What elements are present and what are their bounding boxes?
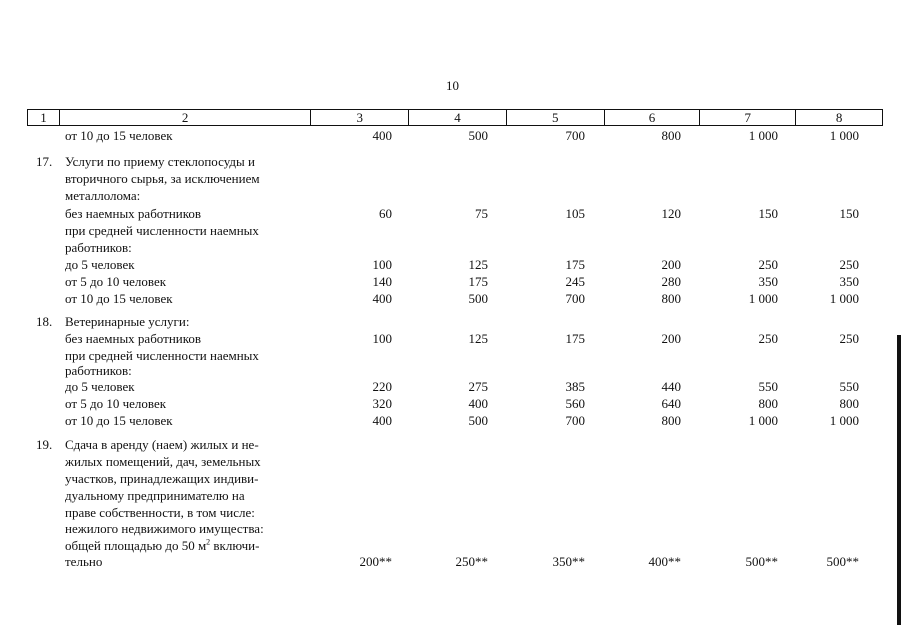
value-cell: 1 000 [748,413,778,428]
header-col-3: 3 [311,110,409,125]
value-cell: 175 [468,274,488,289]
area-line [65,537,259,554]
value-cell: 400 [372,128,392,143]
value-cell: 400** [648,554,681,569]
value-cell: 1 000 [829,128,859,143]
superscript-two: 2 [206,537,211,547]
value-cell: 400 [372,291,392,306]
row-label: без наемных работников [65,331,202,346]
text-line: работников: [65,363,132,378]
value-cell: 500** [826,554,859,569]
value-cell: 560 [565,396,585,411]
header-col-8: 8 [835,110,843,125]
value-cell: 150 [839,206,859,221]
value-cell: 800 [758,396,778,411]
header-col-7: 7 [700,110,796,125]
value-cell: 120 [661,206,681,221]
value-cell: 250 [839,257,859,272]
value-cell: 350 [758,274,778,289]
value-cell: 250** [455,554,488,569]
value-cell: 275 [468,379,488,394]
value-cell: 700 [565,128,585,143]
section-title-line: металлолома: [65,188,141,203]
value-cell: 500** [745,554,778,569]
value-cell: 440 [661,379,681,394]
scan-edge-bar [897,335,901,625]
header-col-5: 5 [507,110,605,125]
value-cell: 105 [565,206,585,221]
row-label: тельно [65,554,103,569]
value-cell: 400 [372,413,392,428]
value-cell: 150 [758,206,778,221]
section-title-line: Ветеринарные услуги: [65,314,190,329]
section-title-line: дуальному предпринимателю на [65,488,245,503]
value-cell: 500 [468,291,488,306]
value-cell: 60 [379,206,392,221]
value-cell: 245 [565,274,585,289]
row-label: до 5 человек [65,257,135,272]
section-number: 19. [36,437,53,452]
value-cell: 800 [839,396,859,411]
value-cell: 175 [565,331,585,346]
value-cell: 1 000 [829,291,859,306]
value-cell: 250 [839,331,859,346]
value-cell: 140 [372,274,392,289]
page-number: 10 [446,78,459,93]
section-title-line: праве собственности, в том числе: [65,505,255,520]
value-cell: 250 [758,257,778,272]
value-cell: 220 [372,379,392,394]
value-cell: 800 [661,291,681,306]
text-line: при средней численности наемных [65,223,259,238]
row-label: без наемных работников [65,206,202,221]
value-cell: 125 [468,257,488,272]
text-line: работников: [65,240,132,255]
value-cell: 800 [661,128,681,143]
section-title-line: жилых помещений, дач, земельных [65,454,261,469]
value-cell: 250 [758,331,778,346]
area-line-suffix: включи- [210,538,260,553]
value-cell: 500 [468,128,488,143]
value-cell: 350 [839,274,859,289]
value-cell: 125 [468,331,488,346]
row-label: от 5 до 10 человек [65,396,167,411]
value-cell: 1 000 [829,413,859,428]
value-cell: 200** [359,554,392,569]
value-cell: 1 000 [748,128,778,143]
value-cell: 500 [468,413,488,428]
header-col-1: 1 [28,110,60,125]
section-title-line: вторичного сырья, за исключением [65,171,260,186]
row-label: до 5 человек [65,379,135,394]
value-cell: 100 [372,257,392,272]
section-title-line: Услуги по приему стеклопосуды и [65,154,255,169]
row-label: от 10 до 15 человек [65,128,173,143]
value-cell: 280 [661,274,681,289]
header-col-4: 4 [409,110,507,125]
text-line: при средней численности наемных [65,348,259,363]
table-header-row [27,109,883,126]
value-cell: 200 [661,331,681,346]
value-cell: 320 [372,396,392,411]
value-cell: 400 [468,396,488,411]
section-title-line: участков, принадлежащих индиви- [65,471,259,486]
section-title-line: Сдача в аренду (наем) жилых и не- [65,437,259,452]
row-label: от 5 до 10 человек [65,274,167,289]
row-label: от 10 до 15 человек [65,291,173,306]
value-cell: 550 [839,379,859,394]
value-cell: 700 [565,291,585,306]
value-cell: 700 [565,413,585,428]
header-col-6: 6 [605,110,701,125]
value-cell: 175 [565,257,585,272]
value-cell: 550 [758,379,778,394]
value-cell: 800 [661,413,681,428]
area-line-text: общей площадью до 50 м [65,538,207,553]
value-cell: 385 [565,379,585,394]
header-col-2: 2 [60,110,311,125]
section-title-line: нежилого недвижимого имущества: [65,521,264,536]
value-cell: 350** [552,554,585,569]
value-cell: 100 [372,331,392,346]
value-cell: 1 000 [748,291,778,306]
row-label: от 10 до 15 человек [65,413,173,428]
section-number: 17. [36,154,53,169]
value-cell: 200 [661,257,681,272]
section-number: 18. [36,314,53,329]
value-cell: 75 [475,206,488,221]
value-cell: 640 [661,396,681,411]
